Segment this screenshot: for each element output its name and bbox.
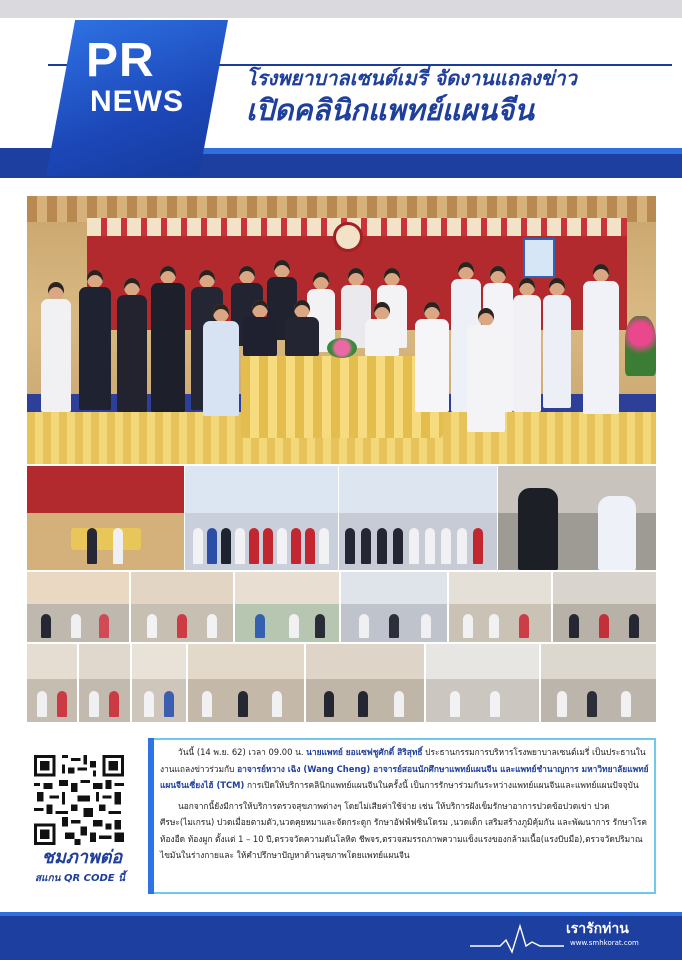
photo-person bbox=[285, 300, 319, 356]
gallery-photo-3 bbox=[339, 466, 497, 570]
news-label: NEWS bbox=[90, 85, 184, 118]
photo-flower-stand bbox=[625, 316, 656, 376]
qr-call-to-action: ชมภาพต่อ bbox=[41, 847, 123, 868]
qr-scan-hint: สแกน QR CODE นี้ bbox=[35, 873, 125, 884]
gallery-photo-9 bbox=[449, 572, 551, 642]
gallery-photo-10 bbox=[553, 572, 656, 642]
photo-person bbox=[583, 264, 619, 414]
article-guest-name: อาจารย์หวาง เฉิง (Wang Cheng) อาจารย์สอนนักศึกษาแพทย์แผนจีน และแพทย์ชำนาญการ มหาวิทยาลัยแพทย์แผนจีนเซี่ยงไฮ้ (TCM) bbox=[160, 763, 649, 790]
gallery-photo-4 bbox=[498, 466, 656, 570]
article-text-segment: การเปิดให้บริการคลินิกแพทย์แผนจีนในครั้งนี้ เป็นการรักษาร่วมกันระหว่างแพทย์แผนจีนและแพทย์แผนปัจจุบัน bbox=[244, 780, 639, 790]
photo-flowers bbox=[327, 338, 357, 358]
pr-label: PR bbox=[86, 34, 155, 87]
photo-emblem bbox=[333, 222, 363, 252]
headline-line-2: เปิดคลินิกแพทย์แผนจีน bbox=[246, 93, 534, 127]
gallery-photo-15 bbox=[306, 644, 424, 722]
footer-accent bbox=[0, 912, 682, 916]
photo-person bbox=[513, 278, 541, 412]
photo-person bbox=[117, 278, 147, 412]
photo-person bbox=[543, 278, 571, 408]
gallery-photo-8 bbox=[341, 572, 447, 642]
article-date: วันนี้ (14 พ.ย. 62) เวลา 09.00 น. bbox=[178, 747, 307, 757]
footer-website[interactable]: www.smhkorat.com bbox=[570, 939, 639, 947]
gallery-photo-7 bbox=[235, 572, 339, 642]
photo-gold-table bbox=[241, 356, 443, 438]
headline-line-1: โรงพยาบาลเซนต์เมรี่ จัดงานแถลงข่าว bbox=[246, 66, 577, 90]
photo-person bbox=[41, 282, 71, 412]
article-body bbox=[160, 744, 650, 864]
article-chairman-name: นายแพทย์ ยอแซฟชูศักดิ์ สิริสุทธิ์ bbox=[306, 747, 423, 757]
gallery-photo-13 bbox=[132, 644, 186, 722]
article-paragraph-2: นอกจากนี้ยังมีการให้บริการตรวจสุขภาพต่างๆ โดยไม่เสียค่าใช้จ่าย เช่น ให้บริการฝังเข็มรักษาอาการปวดข้อปวดเข่า ปวดศีรษะ(ไมเกรน) ปวดเมื่อยตามตัว,นวดคุยหมาและจัดกระดูก รักษาอัฟฟ์ฟซินโดรม ,นวดเด็ก เสริมสร้างภูมิคุ้มกัน และพัฒนาการ รักษาโรคท้องอืด ท้องผูก ตั้งแต่ 1 – 10 ปี,ตรวจวัดความดันโลหิต ชีพจร,ตรวจสมรรถภาพความแข็งแรงของกล้ามเนื้อ(แรงบีบมือ),ตรวจวัดปริมาณไขมันในร่างกายและ ให้คำปรึกษาปัญหาด้านสุขภาพโดยแพทย์แผนจีน bbox=[160, 800, 647, 860]
article-text-segment: ประธานกรรมการบริหารโรงพยาบาลเซนต์เมรี่ เป็นประธานในงานแถลงข่าวร่วมกับ bbox=[160, 747, 646, 774]
heartbeat-icon bbox=[470, 918, 564, 958]
header-bar-accent bbox=[176, 148, 682, 154]
photo-person bbox=[151, 266, 185, 412]
gallery-photo-17 bbox=[541, 644, 656, 722]
qr-code[interactable] bbox=[34, 755, 124, 845]
gallery-photo-1 bbox=[27, 466, 184, 570]
gallery-photo-14 bbox=[188, 644, 304, 722]
gallery-photo-16 bbox=[426, 644, 539, 722]
article-accent-bar bbox=[148, 738, 154, 894]
gallery-photo-6 bbox=[131, 572, 233, 642]
main-group-photo bbox=[27, 196, 656, 464]
gallery-photo-11 bbox=[27, 644, 77, 722]
photo-person bbox=[79, 270, 111, 410]
gallery-photo-5 bbox=[27, 572, 129, 642]
gallery-photo-12 bbox=[79, 644, 130, 722]
photo-person bbox=[203, 304, 239, 416]
footer-slogan: เรารักท่าน bbox=[566, 921, 629, 937]
top-strip bbox=[0, 0, 682, 18]
gallery-photo-2 bbox=[185, 466, 338, 570]
photo-person bbox=[365, 302, 399, 356]
photo-person bbox=[467, 308, 505, 432]
article-paragraph-1 bbox=[160, 744, 650, 794]
photo-hospital-logo bbox=[523, 238, 555, 278]
photo-person bbox=[415, 302, 449, 412]
photo-person bbox=[243, 300, 277, 356]
